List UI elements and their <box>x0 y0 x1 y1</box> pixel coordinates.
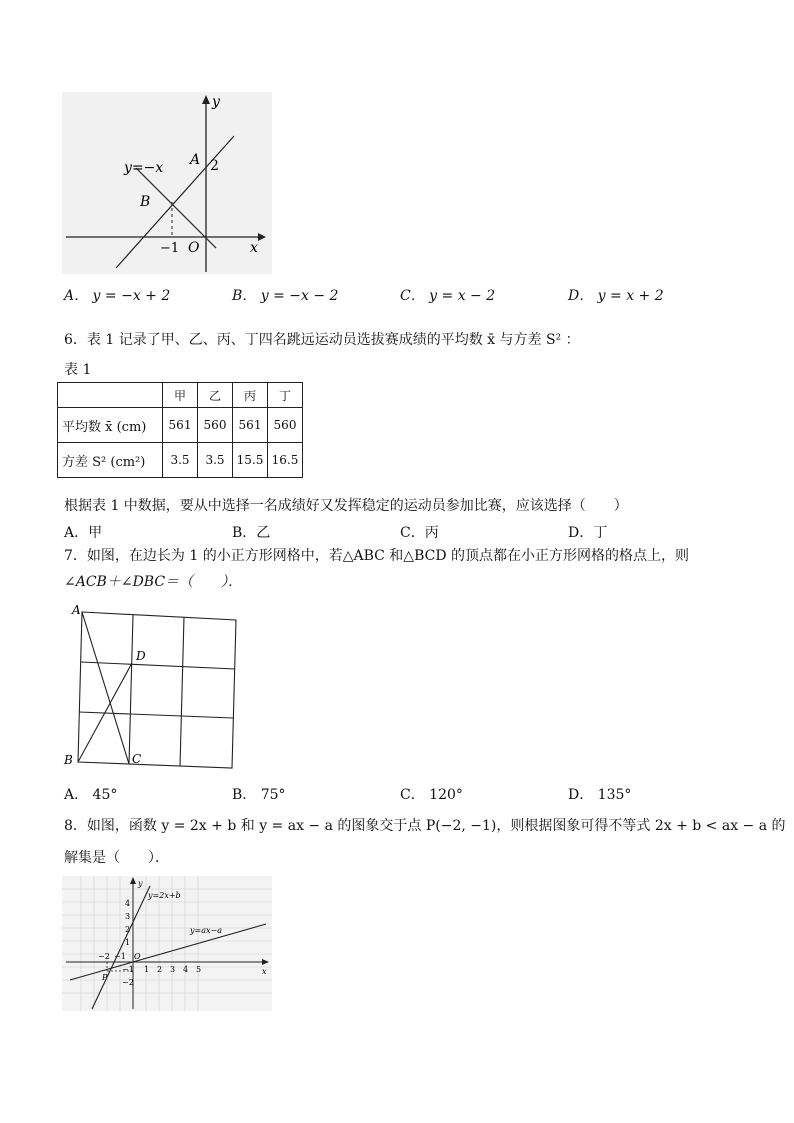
table-row <box>58 408 303 443</box>
q7-option-b[interactable]: B． 75° <box>232 787 286 803</box>
q5-option-a[interactable]: A． y = −x + 2 <box>64 288 171 304</box>
q8-line2: 解集是（ ）． <box>64 850 169 866</box>
ytick: 3 <box>125 912 131 921</box>
table-cell: 561 <box>233 408 268 443</box>
q5-option-d[interactable]: D． y = x + 2 <box>568 288 664 304</box>
xtick-neg: −2 <box>98 952 110 961</box>
q6-options <box>64 522 704 542</box>
table-cell <box>58 383 163 408</box>
q6-option-d[interactable]: D．丁 <box>568 525 608 541</box>
table-cell: 3.5 <box>198 443 233 478</box>
table-header: 甲 <box>163 383 198 408</box>
q6-stem: 6．表 1 记录了甲、乙、丙、丁四名跳远运动员选拔赛成绩的平均数 x̄ 与方差 S² ： <box>64 332 580 348</box>
xtick: 2 <box>157 965 163 974</box>
label-C: C <box>132 752 142 766</box>
label-y: y <box>212 94 220 110</box>
label-D: D <box>136 649 146 663</box>
q7-grid-figure <box>62 600 242 772</box>
label-x: x <box>262 967 267 976</box>
table-cell: 平均数 x̄ (cm) <box>58 408 163 443</box>
xtick: 3 <box>170 965 176 974</box>
label-y: y <box>138 879 143 888</box>
q8-graph-figure <box>62 876 272 1011</box>
ytick: 1 <box>125 938 131 947</box>
q6-table-caption: 表 1 <box>64 362 92 378</box>
ytick: −1 <box>122 965 134 974</box>
q5-option-c[interactable]: C． y = x − 2 <box>400 288 496 304</box>
table-cell: 561 <box>163 408 198 443</box>
q6-option-a[interactable]: A．甲 <box>64 525 103 541</box>
table-row <box>58 383 303 408</box>
table-cell: 16.5 <box>268 443 303 478</box>
label-B: B <box>64 753 73 767</box>
label-line: y=−x <box>124 160 164 176</box>
q7-option-d[interactable]: D． 135° <box>568 787 632 803</box>
q8-line1: 8．如图，函数 y = 2x + b 和 y = ax − a 的图象交于点 P(−2, −1)，则根据图象可得不等式 2x + b < ax − a 的 <box>64 818 786 834</box>
label-B: B <box>140 194 151 210</box>
table-row <box>58 443 303 478</box>
label-2: 2 <box>210 158 219 174</box>
line2-label: y=ax−a <box>190 926 222 935</box>
label-O: O <box>188 240 200 256</box>
q7-options <box>64 784 704 804</box>
label-A: A <box>72 603 81 617</box>
q7-option-a[interactable]: A． 45° <box>64 787 118 803</box>
ytick: 4 <box>125 899 131 908</box>
xtick: 5 <box>196 965 202 974</box>
table-header: 丙 <box>233 383 268 408</box>
q5-figure <box>62 92 272 274</box>
label-O: O <box>134 952 141 961</box>
label-minus1: −1 <box>160 241 180 256</box>
xtick: 1 <box>144 965 150 974</box>
q7-line1: 7．如图，在边长为 1 的小正方形网格中，若△ABC 和△BCD 的顶点都在小正方形网格的格点上，则 <box>64 548 690 564</box>
table-cell: 560 <box>198 408 233 443</box>
q5-option-b[interactable]: B． y = −x − 2 <box>232 288 339 304</box>
xtick-neg: −1 <box>114 952 126 961</box>
table-cell: 560 <box>268 408 303 443</box>
q6-option-c[interactable]: C．丙 <box>400 525 439 541</box>
q6-question: 根据表 1 中数据，要从中选择一名成绩好又发挥稳定的运动员参加比赛，应该选择（ ） <box>64 498 628 514</box>
table-cell: 3.5 <box>163 443 198 478</box>
table-cell: 15.5 <box>233 443 268 478</box>
q6-option-b[interactable]: B．乙 <box>232 525 271 541</box>
q6-table <box>57 382 303 478</box>
table-cell: 方差 S² (cm²) <box>58 443 163 478</box>
label-x: x <box>250 240 258 256</box>
table-header: 丁 <box>268 383 303 408</box>
ytick: 2 <box>125 925 131 934</box>
label-A: A <box>190 152 201 168</box>
ytick: −2 <box>122 978 134 987</box>
q7-line2: ∠ACB＋∠DBC＝（ ）． <box>64 574 243 590</box>
line1-label: y=2x+b <box>148 891 181 900</box>
q7-option-c[interactable]: C． 120° <box>400 787 463 803</box>
q5-options <box>64 285 704 305</box>
xtick: 4 <box>183 965 189 974</box>
table-header: 乙 <box>198 383 233 408</box>
label-P: P <box>102 973 108 982</box>
